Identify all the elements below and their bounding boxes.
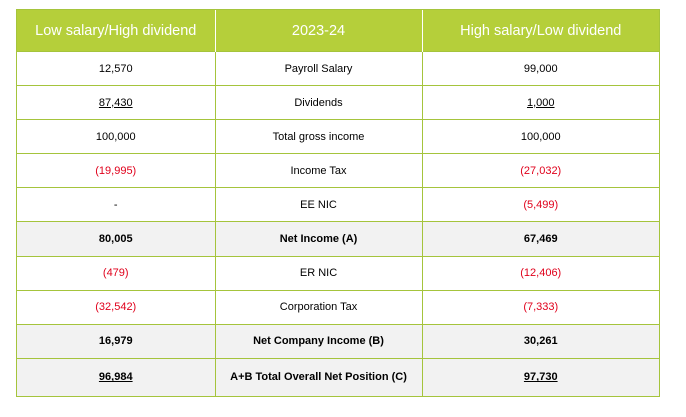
row-total-gross-income — [17, 120, 659, 154]
comparison-table-container — [16, 9, 660, 397]
header-low-salary-high-dividend: Low salary/High dividend — [17, 10, 215, 52]
row-corporation-tax — [17, 290, 659, 324]
low-value-cell: (32,542) — [17, 290, 215, 324]
low-value-cell: 16,979 — [17, 324, 215, 358]
low-value-cell: 80,005 — [17, 222, 215, 256]
high-value-cell: 100,000 — [422, 120, 659, 154]
low-value-cell: 87,430 — [17, 86, 215, 120]
header-row — [17, 10, 659, 52]
row-label-cell: EE NIC — [215, 188, 422, 222]
high-value-cell: (7,333) — [422, 290, 659, 324]
row-er-nic — [17, 256, 659, 290]
row-label-cell: Corporation Tax — [215, 290, 422, 324]
row-label-cell: Net Company Income (B) — [215, 324, 422, 358]
high-value-cell: (5,499) — [422, 188, 659, 222]
low-value-cell: (479) — [17, 256, 215, 290]
low-value-cell: 100,000 — [17, 120, 215, 154]
row-label-cell: Payroll Salary — [215, 52, 422, 86]
row-label-cell: Income Tax — [215, 154, 422, 188]
high-value-cell: (27,032) — [422, 154, 659, 188]
high-value-cell: 67,469 — [422, 222, 659, 256]
low-value-cell: (19,995) — [17, 154, 215, 188]
row-net-company-income — [17, 324, 659, 358]
low-value-cell: 96,984 — [17, 358, 215, 396]
row-label-cell: Net Income (A) — [215, 222, 422, 256]
low-value-cell: - — [17, 188, 215, 222]
row-label-cell: Dividends — [215, 86, 422, 120]
high-value-cell: 97,730 — [422, 358, 659, 396]
salary-dividend-comparison-table — [17, 10, 659, 396]
row-total-net-position — [17, 358, 659, 396]
row-income-tax — [17, 154, 659, 188]
high-value-cell: 30,261 — [422, 324, 659, 358]
high-value-cell: 99,000 — [422, 52, 659, 86]
row-dividends — [17, 86, 659, 120]
row-ee-nic — [17, 188, 659, 222]
high-value-cell: 1,000 — [422, 86, 659, 120]
high-value-cell: (12,406) — [422, 256, 659, 290]
row-label-cell: ER NIC — [215, 256, 422, 290]
row-label-cell: Total gross income — [215, 120, 422, 154]
header-tax-year: 2023-24 — [215, 10, 422, 52]
low-value-cell: 12,570 — [17, 52, 215, 86]
row-net-income — [17, 222, 659, 256]
header-high-salary-low-dividend: High salary/Low dividend — [422, 10, 659, 52]
row-payroll-salary — [17, 52, 659, 86]
row-label-cell: A+B Total Overall Net Position (C) — [215, 358, 422, 396]
